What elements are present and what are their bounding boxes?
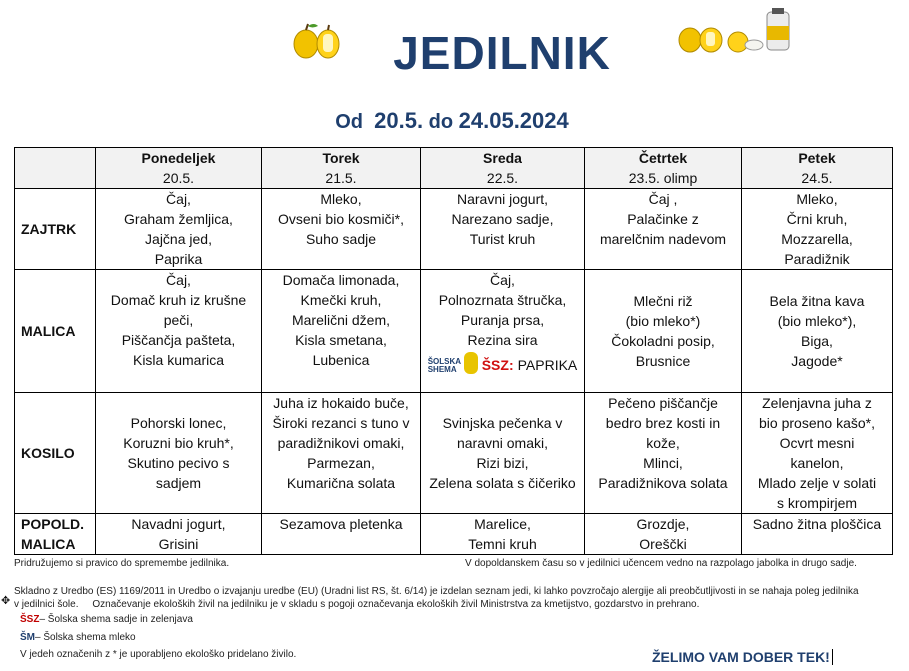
menu-cell [585, 189, 742, 270]
menu-item: Lubenica [312, 352, 370, 368]
page-title: JEDILNIK [393, 27, 611, 79]
day-header-row [15, 148, 893, 189]
menu-item: Brusnice [635, 353, 691, 369]
menu-item: s krompirjem [776, 495, 858, 511]
menu-item: Čaj, [166, 191, 191, 207]
menu-item: Domača limonada, [282, 272, 400, 288]
menu-item: Domač kruh iz krušne [110, 292, 247, 308]
menu-item: Jajčna jed, [145, 231, 212, 247]
menu-item: Juha iz hokaido buče, [273, 395, 409, 411]
menu-item: Mleko, [796, 191, 838, 207]
menu-item: Jagode* [791, 353, 843, 369]
to-label: do [428, 111, 454, 133]
menu-item: kanelon, [790, 455, 844, 471]
menu-item: Skutino pecivo s [127, 455, 230, 471]
menu-item: Bela žitna kava [769, 293, 865, 309]
menu-item: Puranja prsa, [460, 312, 545, 328]
meal-row [15, 514, 893, 555]
menu-cell [96, 393, 262, 514]
day-header: Četrtek 23.5. olimp [585, 148, 742, 189]
menu-cell [421, 189, 585, 270]
menu-item: Zelena solata s čičeriko [429, 475, 576, 491]
menu-cell [585, 514, 742, 555]
menu-cell [96, 189, 262, 270]
menu-cell [742, 270, 893, 393]
menu-item: Kisla smetana, [295, 332, 387, 348]
menu-item: Kumarična solata [286, 475, 396, 491]
menu-cell [96, 514, 262, 555]
menu-cell [421, 393, 585, 514]
to-date: 24.05.2024 [458, 108, 569, 133]
menu-item: Čaj, [166, 272, 191, 288]
menu-item: Grozdje, [636, 516, 690, 532]
menu-item: Paradižnikova solata [598, 475, 728, 491]
menu-item: paradižnikovi omaki, [277, 435, 405, 451]
day-header: Torek 21.5. [262, 148, 421, 189]
menu-item: Pohorski lonec, [130, 415, 227, 431]
menu-item: bio proseno kašo*, [759, 415, 875, 431]
menu-item: Marelični džem, [291, 312, 391, 328]
menu-item: Kisla kumarica [132, 352, 225, 368]
menu-item: Čokoladni posip, [611, 333, 715, 349]
menu-item: Suho sadje [305, 231, 377, 247]
menu-item: Mlado zelje v solati [757, 475, 877, 491]
menu-item: Paprika [154, 251, 203, 267]
legal-note: Skladno z Uredbo (ES) 1169/2011 in Uredbo o izvajanju uredbe (EU) (Uradni list RS, št. 6/14) je izdelan seznam jedi, ki lahko povzročajo alergije ali preobčutljivosti in se nahaja poleg jedilnika v jedilnici šole. Označevanje ekoloških živil na jedilniku je v skladu s pogoji označevanja ekoloških živil Ministrstva za kmetijstvo, gozdarstvo in prehrano. [14, 586, 859, 610]
menu-item: Paradižnik [784, 251, 850, 267]
menu-cell [96, 270, 262, 393]
menu-item: Ovseni bio kosmiči*, [277, 211, 405, 227]
corner-cell [15, 148, 96, 189]
menu-item: Turist kruh [469, 231, 536, 247]
menu-item: Koruzni bio kruh*, [123, 435, 234, 451]
menu-item: marelčnim nadevom [599, 231, 727, 247]
menu-item: Čaj , [648, 191, 678, 207]
closing-wish: ŽELIMO VAM DOBER TEK! [652, 649, 833, 665]
menu-item: Čaj, [490, 272, 515, 288]
change-note: Pridružujemo si pravico do spremembe jedilnika. [14, 558, 230, 569]
menu-cell [585, 270, 742, 393]
menu-item: Temni kruh [468, 536, 537, 552]
meal-label: KOSILO [15, 393, 96, 514]
menu-item: Mleko, [320, 191, 362, 207]
menu-cell [742, 393, 893, 514]
menu-item: bedro brez kosti in [605, 415, 721, 431]
menu-item: Svinjska pečenka v [442, 415, 563, 431]
ssz-item: PAPRIKA [517, 357, 578, 373]
menu-item: Piščančja pašteta, [121, 332, 236, 348]
menu-item: Marelice, [474, 516, 531, 532]
from-date: 20.5. [374, 108, 424, 133]
menu-cell [262, 270, 421, 393]
sm-legend: ŠM– Šolska shema mleko [20, 632, 136, 643]
menu-item: Kmečki kruh, [300, 292, 382, 308]
eco-legend: V jedeh označenih z * je uporabljeno ekološko pridelano živilo. [20, 649, 297, 660]
menu-item: naravni omaki, [456, 435, 549, 451]
ssz-label: ŠSZ: [481, 357, 514, 373]
menu-cell [421, 270, 585, 393]
meal-label: POPOLD. MALICA [15, 514, 96, 555]
menu-item: Oreščki [639, 536, 687, 552]
meal-row [15, 393, 893, 514]
menu-item: Mlinci, [643, 455, 683, 471]
menu-item: Pečeno piščančje [608, 395, 718, 411]
day-header: Sreda 22.5. [421, 148, 585, 189]
menu-item: Rizi bizi, [476, 455, 529, 471]
menu-item: Biga, [801, 333, 833, 349]
move-handle-icon[interactable]: ✥ [1, 595, 11, 607]
menu-item: (bio mleko*) [625, 313, 701, 329]
day-header: Ponedeljek 20.5. [96, 148, 262, 189]
menu-cell [262, 514, 421, 555]
menu-item: Polnozrnata štručka, [438, 292, 567, 308]
menu-item: Črni kruh, [786, 211, 848, 227]
menu-item: Mlečni riž [633, 293, 693, 309]
menu-item: Zelenjavna juha z [762, 395, 872, 411]
menu-cell [742, 514, 893, 555]
menu-item: peči, [163, 312, 194, 328]
menu-cell [262, 189, 421, 270]
menu-item: sadjem [155, 475, 202, 491]
meal-row [15, 189, 893, 270]
menu-item: (bio mleko*), [777, 313, 857, 329]
ssz-badge [423, 352, 582, 378]
menu-item: Graham žemljica, [124, 211, 233, 227]
menu-item: Sadno žitna ploščica [752, 516, 882, 532]
ssz-legend: ŠSZ– Šolska shema sadje in zelenjava [20, 614, 193, 625]
menu-cell [742, 189, 893, 270]
menu-cell [262, 393, 421, 514]
fruit-note: V dopoldanskem času so v jedilnici učencem vedno na razpolago jabolka in drugo sadje. [465, 558, 857, 569]
menu-item: Parmezan, [307, 455, 375, 471]
menu-item: Narezano sadje, [451, 211, 554, 227]
menu-item: Ocvrt mesni [779, 435, 855, 451]
menu-item: Navadni jogurt, [131, 516, 226, 532]
menu-table [14, 147, 893, 555]
menu-item: Palačinke z [627, 211, 699, 227]
menu-item: Široki rezanci s tuno v [272, 415, 410, 431]
date-range [0, 108, 904, 134]
day-header: Petek 24.5. [742, 148, 893, 189]
menu-cell [421, 514, 585, 555]
meal-label: ZAJTRK [15, 189, 96, 270]
from-label: Od [335, 111, 364, 133]
meal-label: MALICA [15, 270, 96, 393]
menu-item: Grisini [158, 536, 199, 552]
meal-row [15, 270, 893, 393]
menu-cell [585, 393, 742, 514]
menu-item: Mozzarella, [781, 231, 853, 247]
menu-item: kože, [646, 435, 680, 451]
menu-item: Sezamova pletenka [279, 516, 403, 532]
school-scheme-logo-icon: ŠOLSKA SHEMA [428, 352, 478, 378]
menu-item: Naravni jogurt, [456, 191, 549, 207]
menu-item: Rezina sira [467, 332, 538, 348]
